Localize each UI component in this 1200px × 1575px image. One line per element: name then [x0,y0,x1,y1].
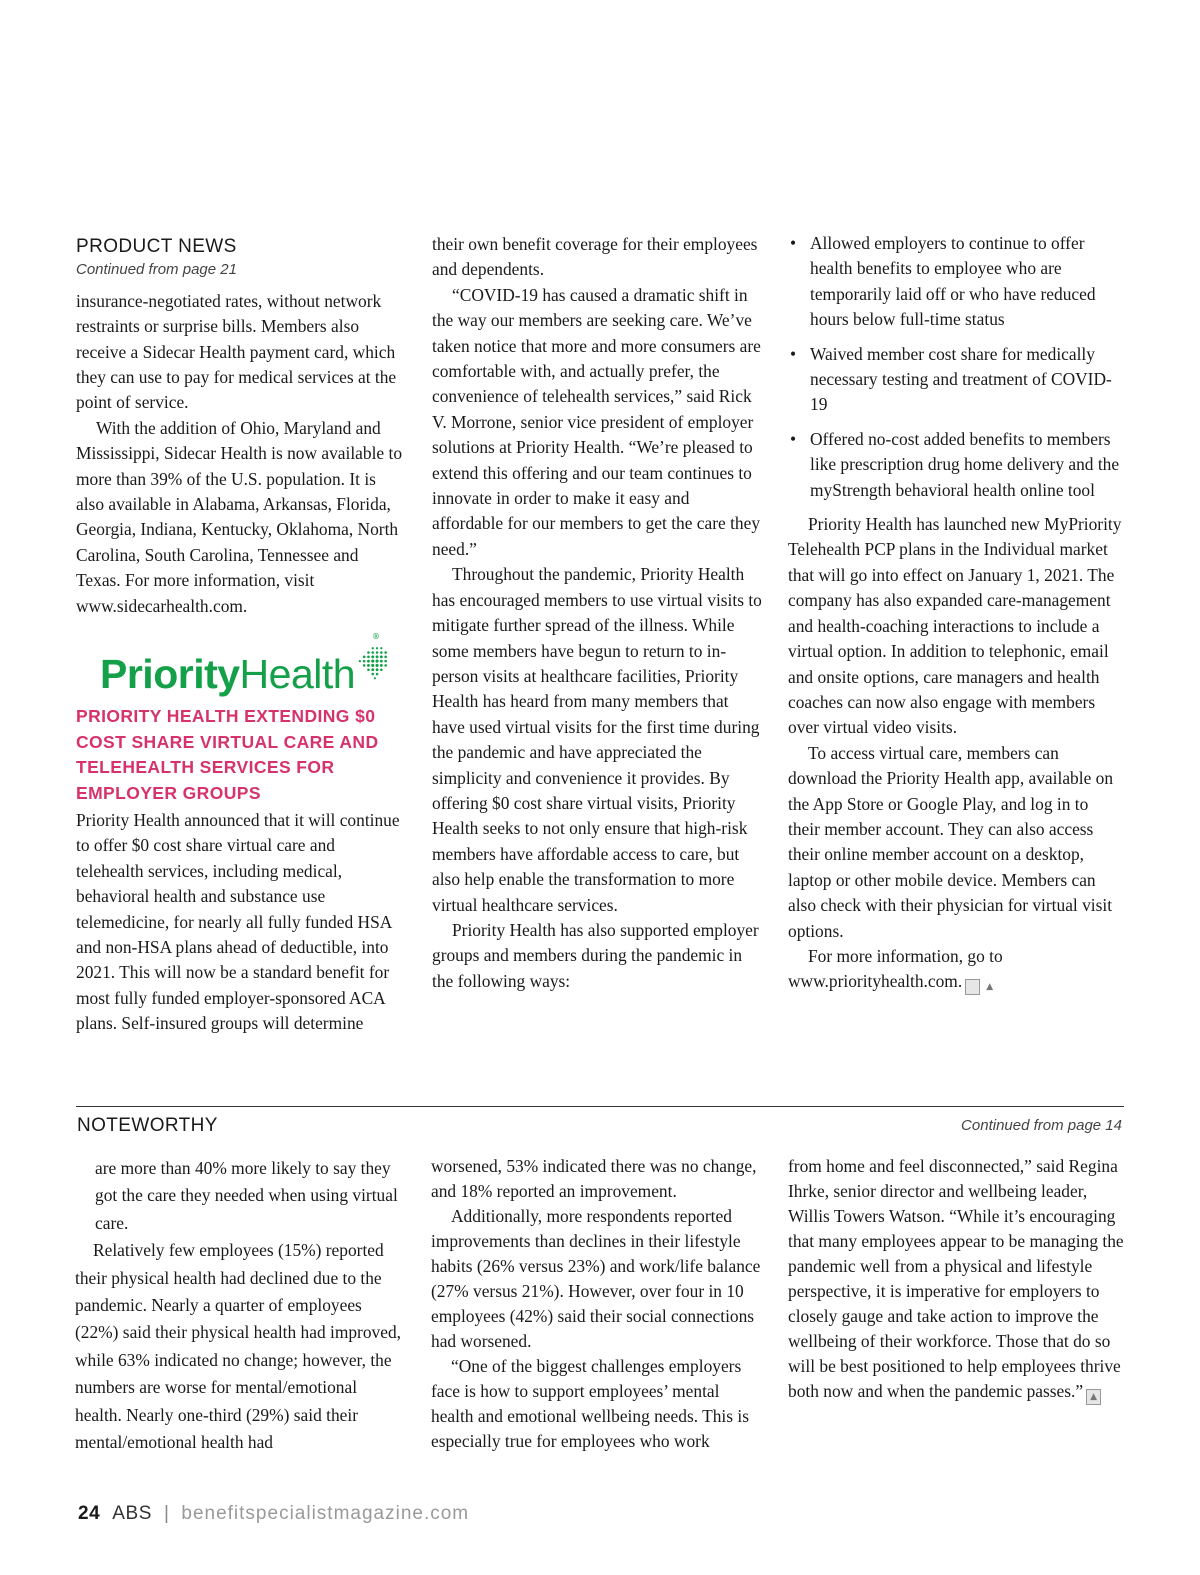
paragraph: insurance-negotiated rates, without network restraints or surprise bills. Members also receive a Sidecar Health payment card, which they can use to pay for medical services at the point of service. [76,290,397,413]
page-number: 24 [78,1503,101,1524]
website-url: benefitspecialistmagazine.com [181,1503,470,1524]
end-of-story-icon: ▲ [1086,1389,1101,1405]
paragraph: “COVID-19 has caused a dramatic shift in the way our members are seeking care. We’ve taken notice that more and more consumers are comfortable with, and actually prefer, the convenience of telehealth services,” said Rick V. Morrone, senior vice president of employer solutions at Priority Health. “We’re pleased to extend this offering and our team continues to innovate in order to make it easy and affordable for our members to get the care they need.” [432,284,761,559]
paragraph: “One of the biggest challenges employers face is how to support employees’ mental health and emotional wellbeing needs. This is especially true for employees who work [431,1356,749,1451]
paragraph: With the addition of Ohio, Maryland and Mississippi, Sidecar Health is now available to more than 39% of the U.S. population. It is also available in Alabama, Arkansas, Florida, Georgia, Indiana, Kentucky, Oklahoma, North Carolina, South Carolina, Tennessee and Texas. For more information, visit www.sidecarhealth.com. [76,417,403,616]
noteworthy-column-3 [788,1154,1124,1405]
continued-note: Continued from page 14 [961,1117,1122,1134]
paragraph: For more information, go to www.priorityhealth.com. [788,945,1003,992]
story-headline: PRIORITY HEALTH EXTENDING $0 COST SHARE VIRTUAL CARE AND TELEHEALTH SERVICES FOR EMPLOYER GROUPS [76,706,379,803]
end-of-story-icon: ▲ [965,979,980,995]
list-item: • Allowed employers to continue to offer health benefits to employee who are temporarily laid off or who have reduced hours below full-time status [788,231,1124,333]
noteworthy-column-2 [431,1154,765,1454]
section-title: PRODUCT NEWS [76,236,237,257]
priority-health-logo [100,634,390,698]
footer-separator: | [163,1503,170,1524]
magazine-name: ABS [112,1503,153,1524]
paragraph: from home and feel disconnected,” said Regina Ihrke, senior director and wellbeing leader, Willis Towers Watson. “While it’s encouraging that many employees appear to be managing the pandemic well from a physical and lifestyle perspective, it is imperative for employers to closely gauge and take action to improve the wellbeing of their workforce. Those that do so will be best positioned to help employees thrive both now and when the pandemic passes.” [788,1156,1124,1401]
paragraph: To access virtual care, members can download the Priority Health app, available on the App Store or Google Play, and log in to their member account. They can also access their online member account on a desktop, laptop or other mobile device. Members can also check with their physician for virtual visit options. [788,742,1114,941]
paragraph: their own benefit coverage for their employees and dependents. [432,234,758,280]
bullet-list [788,231,1124,503]
section-divider [76,1106,1124,1107]
paragraph: Relatively few employees (15%) reported their physical health had declined due to the pandemic. Nearly a quarter of employees (22%) said their physical health had improved, while 63% indicated no change; however, the numbers are worse for mental/emotional health. Nearly one-third (29%) said their mental/emotional health had [75,1240,401,1453]
product-news-column-1 [76,234,406,619]
list-item: • Waived member cost share for medically necessary testing and treatment of COVID-19 [788,342,1124,418]
logo-text-bold: Priority [100,651,240,697]
noteworthy-column-1 [75,1155,405,1456]
paragraph: worsened, 53% indicated there was no change, and 18% reported an improvement. [431,1156,757,1201]
section-title: NOTEWORTHY [77,1115,218,1136]
registered-mark: ® [372,632,380,641]
product-news-story-column-1 [76,704,406,1037]
paragraph: Additionally, more respondents reported improvements than declines in their lifestyle habits (26% versus 23%) and work/life balance (27% versus 21%). However, over four in 10 employees (42%) said their social connections had worsened. [431,1206,761,1351]
product-news-column-2 [432,232,762,994]
paragraph: Priority Health announced that it will continue to offer $0 cost share virtual care and telehealth services, including medical, behavioral health and substance use telemedicine, for nearly all fully funded HSA and non-HSA plans ahead of deductible, into 2021. This will now be a standard benefit for most fully funded employer-sponsored ACA plans. Self-insured groups will determine [76,810,400,1034]
paragraph: Throughout the pandemic, Priority Health has encouraged members to use virtual visits to mitigate further spread of the illness. While some members have begun to return to in-person visits at healthcare facilities, Priority Health has heard from many members that have used virtual visits for the first time during the pandemic and have appreciated the simplicity and convenience it provides. By offering $0 cost share virtual visits, Priority Health seeks to not only ensure that high-risk members have affordable access to care, but also help enable the transformation to more virtual healthcare services. [432,564,762,915]
diamond-grid-icon [357,636,390,692]
list-item: • Offered no-cost added benefits to members like prescription drug home delivery and the myStrength behavioral health online tool [788,427,1124,503]
continued-note: Continued from page 21 [76,261,237,279]
bullet-continuation: are more than 40% more likely to say they got the care they needed when using virtual care. [95,1158,398,1233]
logo-text-regular: Health [239,651,356,697]
paragraph: Priority Health has launched new MyPriority Telehealth PCP plans in the Individual market that will go into effect on January 1, 2021. The company has also expanded care-management and health-coaching interactions to include a virtual option. In addition to telephonic, email and onsite options, care managers and health coaches can now also engage with members over virtual video visits. [788,514,1122,738]
page-footer [78,1503,469,1525]
product-news-column-3 [788,231,1124,995]
paragraph: Priority Health has also supported employer groups and members during the pandemic in the following ways: [432,919,759,991]
